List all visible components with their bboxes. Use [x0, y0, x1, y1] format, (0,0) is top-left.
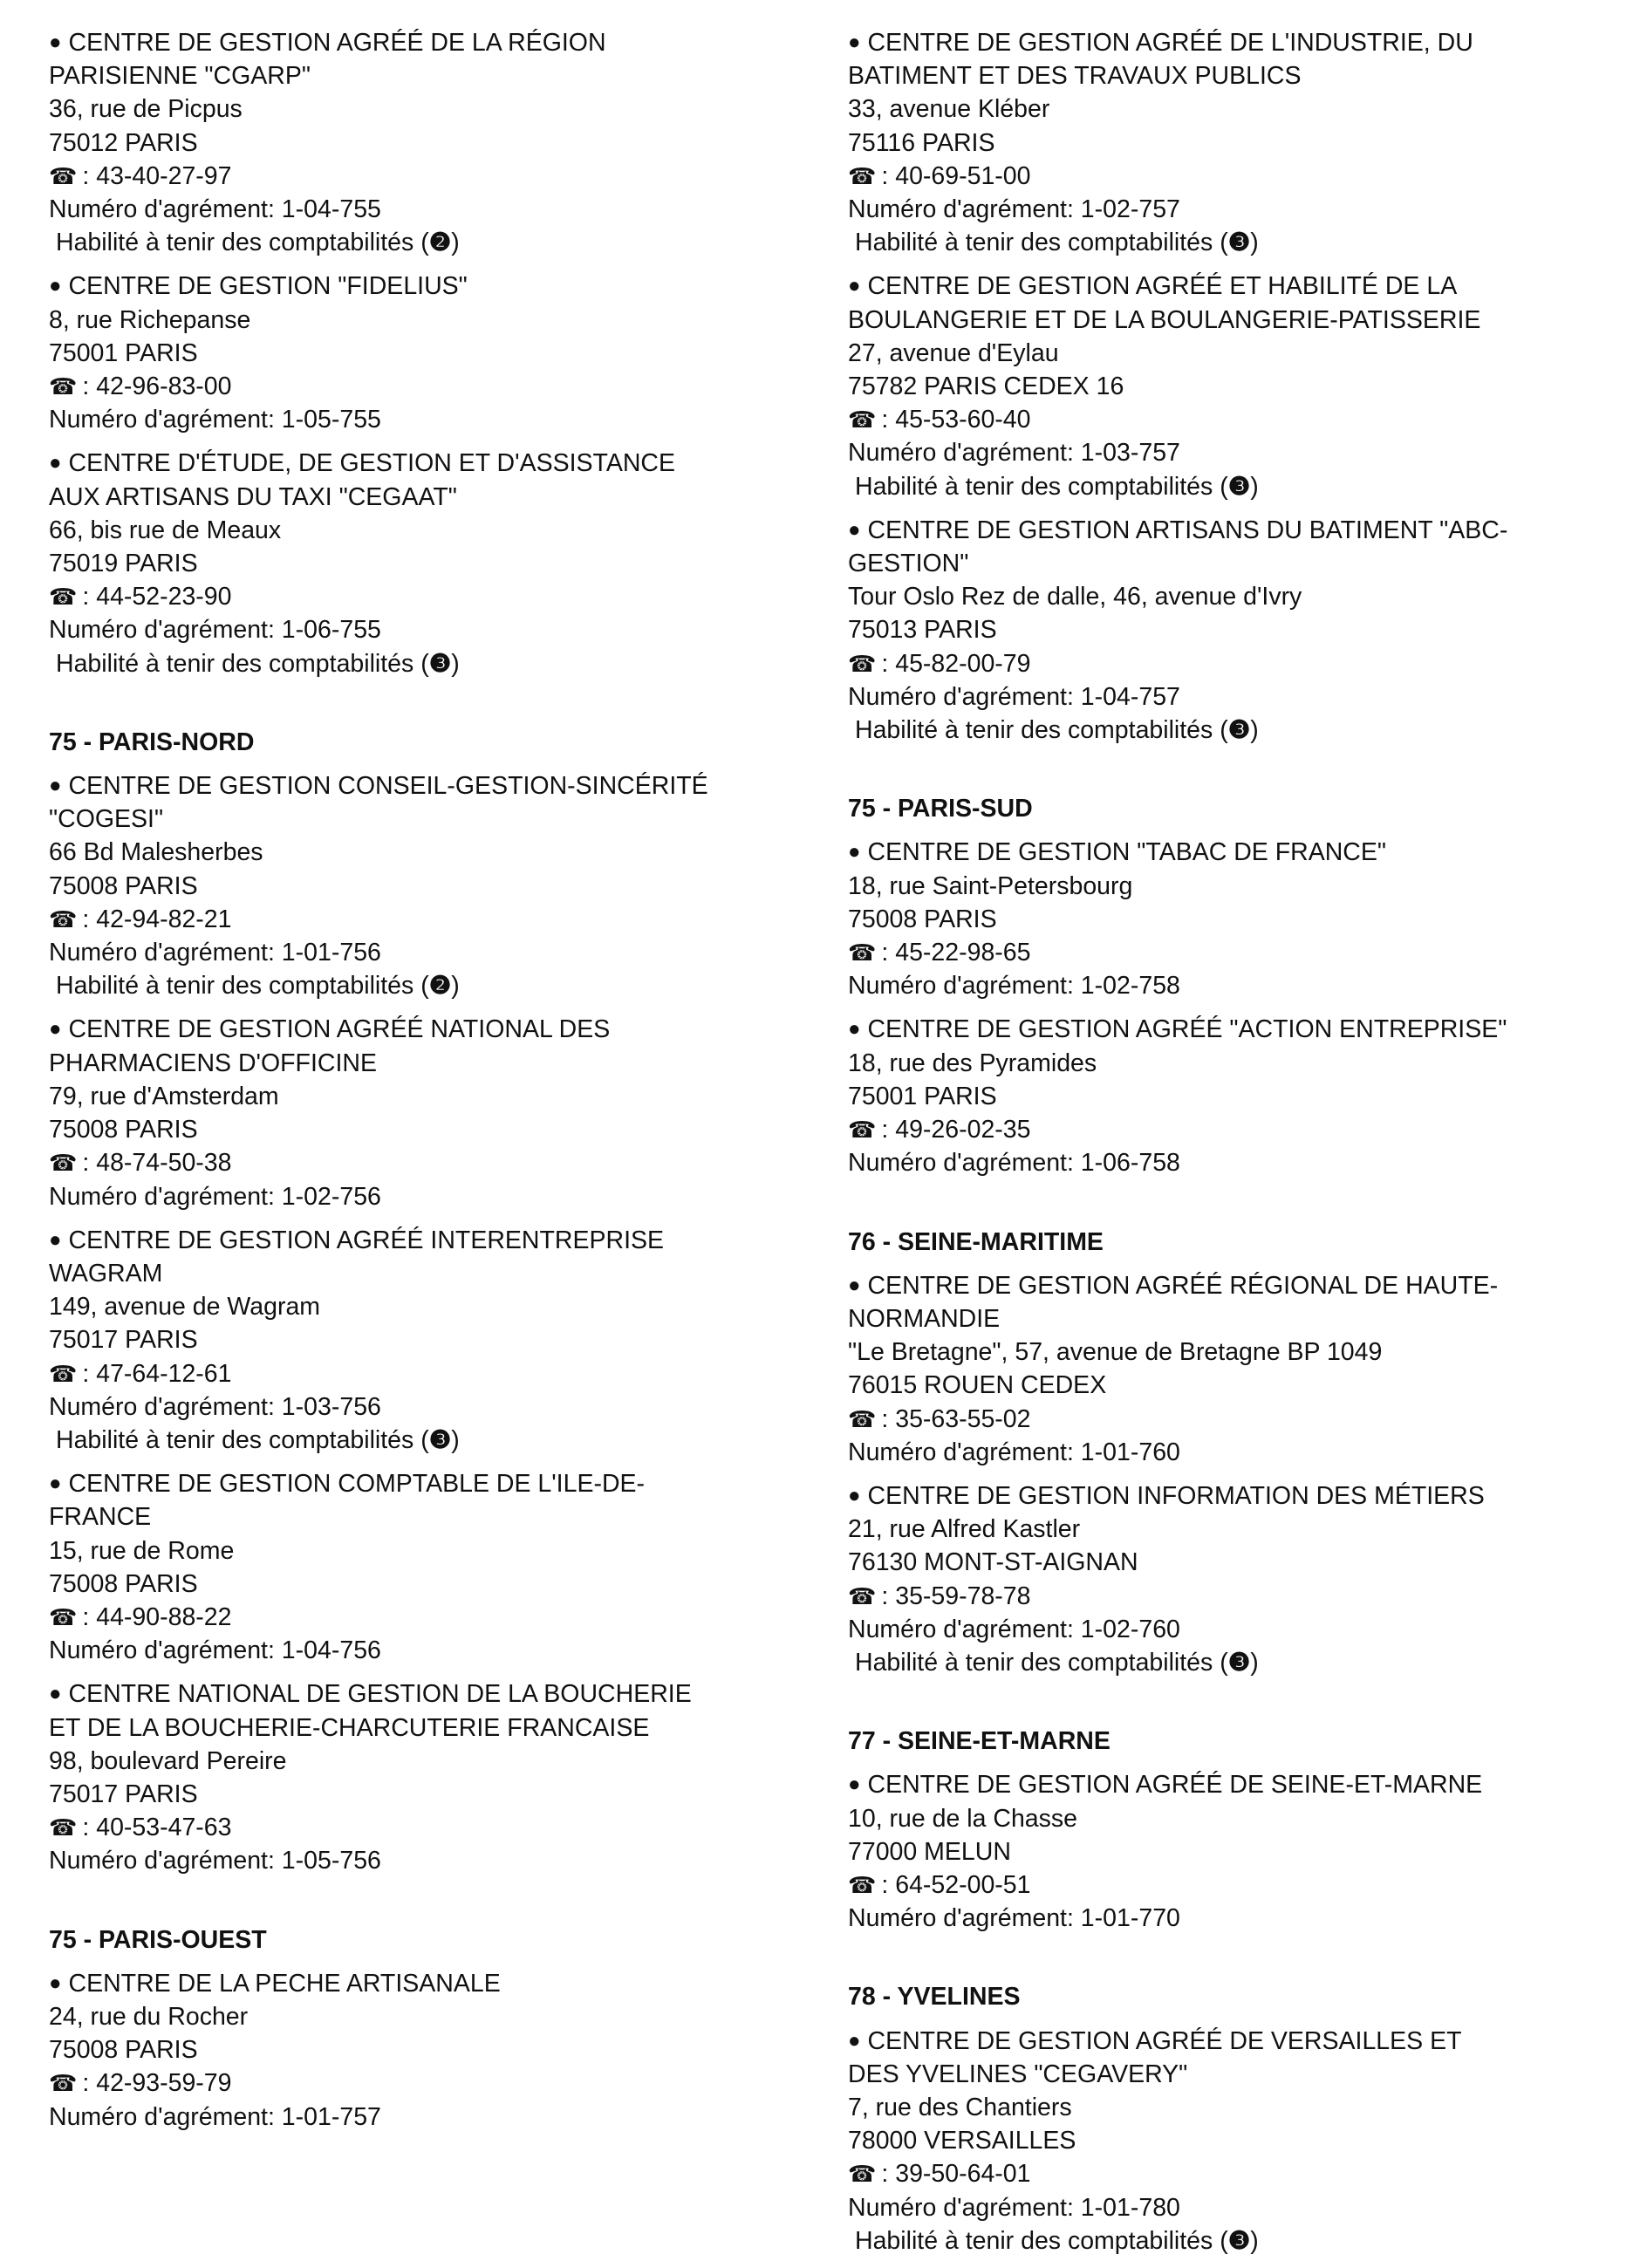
habilite-close: ) [1250, 472, 1259, 501]
entry-address-line [49, 2000, 834, 2033]
bullet-icon: ● [49, 31, 62, 54]
entry-text: 76130 MONT-ST-AIGNAN [848, 1548, 1138, 1577]
entry-text: CENTRE DE GESTION AGRÉÉ INTERENTREPRISE [68, 1226, 665, 1254]
entry-address-line [848, 2058, 1633, 2091]
phone-line [848, 936, 1633, 969]
habilite-text: Habilité à tenir des comptabilités ( [56, 972, 429, 1001]
entry-address-line [49, 1290, 834, 1323]
habilite-text: Habilité à tenir des comptabilités ( [56, 229, 429, 257]
entry-text: CENTRE DE GESTION "TABAC DE FRANCE" [867, 838, 1387, 867]
agrement-number: Numéro d'agrément: 1-03-756 [49, 1392, 381, 1421]
entry-text: NORMANDIE [848, 1304, 1001, 1333]
entry-name-line [49, 1677, 834, 1711]
entry-name-line [49, 270, 834, 303]
entry-address-line [49, 1534, 834, 1568]
entry-text: 79, rue d'Amsterdam [49, 1082, 279, 1110]
agrement-number: Numéro d'agrément: 1-01-757 [49, 2102, 381, 2131]
entry-address-line [49, 547, 834, 580]
telephone-icon: ☎ [848, 1117, 877, 1144]
entry-name-line [49, 1013, 834, 1046]
entry-text: CENTRE DE GESTION AGRÉÉ DE L'INDUSTRIE, DU [867, 29, 1473, 57]
entry-address-line [848, 1369, 1633, 1402]
entry-text: 75008 PARIS [49, 871, 198, 900]
habilite-close: ) [1250, 716, 1259, 745]
bullet-icon: ● [848, 517, 861, 542]
entry-name-line [848, 514, 1633, 547]
directory-entry [848, 514, 1633, 747]
habilite-close: ) [451, 229, 460, 257]
bullet-icon: ● [49, 1017, 62, 1042]
telephone-icon: ☎ [49, 2070, 78, 2097]
entry-address-line [848, 1513, 1633, 1546]
phone-line [49, 2066, 834, 2100]
entry-text: 75782 PARIS CEDEX 16 [848, 372, 1124, 401]
entry-address-line [49, 92, 834, 126]
agrement-number: Numéro d'agrément: 1-05-755 [49, 406, 381, 434]
entry-text: 27, avenue d'Eylau [848, 338, 1059, 367]
entry-name-line [848, 1013, 1633, 1046]
entry-text: AUX ARTISANS DU TAXI "CEGAAT" [49, 482, 457, 511]
entry-text: WAGRAM [49, 1259, 163, 1288]
habilite-mark: ❸ [1227, 229, 1251, 257]
bullet-icon: ● [49, 451, 62, 475]
entry-text: CENTRE DE GESTION AGRÉÉ DE VERSAILLES ET [867, 2026, 1462, 2055]
entry-address-line [848, 1336, 1633, 1369]
entry-name-line [49, 769, 834, 803]
entry-address-line [848, 1802, 1633, 1835]
telephone-icon: ☎ [848, 1582, 877, 1609]
entry-address-line [848, 580, 1633, 613]
entry-address-line [848, 370, 1633, 403]
section-heading: 75 - PARIS-SUD [848, 795, 1033, 823]
habilite-note [49, 226, 834, 259]
entry-text: 24, rue du Rocher [49, 2002, 249, 2031]
entry-name-line [848, 1768, 1633, 1801]
agrement-number: Numéro d'agrément: 1-04-755 [49, 195, 381, 224]
entry-name-line [848, 26, 1633, 59]
entry-address-line [848, 1546, 1633, 1579]
entry-name-line [49, 26, 834, 59]
entry-name-line [49, 447, 834, 480]
entry-text: DES YVELINES "CEGAVERY" [848, 2060, 1188, 2088]
habilite-close: ) [451, 649, 460, 678]
entry-text: Tour Oslo Rez de dalle, 46, avenue d'Ivry [848, 583, 1302, 611]
section-heading: 75 - PARIS-NORD [49, 728, 255, 756]
entry-text: 75012 PARIS [49, 128, 198, 157]
entry-text: 33, avenue Kléber [848, 95, 1050, 124]
entry-text: CENTRE D'ÉTUDE, DE GESTION ET D'ASSISTANCE [68, 449, 676, 478]
phone-line [49, 903, 834, 936]
entry-text: "COGESI" [49, 805, 164, 834]
agrement-number: Numéro d'agrément: 1-01-760 [848, 1438, 1180, 1466]
habilite-mark: ❸ [1227, 2226, 1251, 2255]
telephone-icon: ☎ [49, 1603, 78, 1630]
habilite-text: Habilité à tenir des comptabilités ( [56, 1425, 429, 1454]
telephone-icon: ☎ [49, 373, 78, 400]
right-column [848, 26, 1633, 2268]
phone-line [49, 1146, 834, 1179]
entry-address-line [49, 514, 834, 547]
entry-address-line [848, 337, 1633, 370]
telephone-icon: ☎ [49, 1150, 78, 1177]
entry-text: 75008 PARIS [49, 1116, 198, 1144]
entry-text: CENTRE DE GESTION AGRÉÉ DE SEINE-ET-MARNE [867, 1771, 1483, 1800]
section-heading: 76 - SEINE-MARITIME [848, 1227, 1104, 1256]
phone-number: : 45-53-60-40 [881, 406, 1031, 434]
agrement-number: Numéro d'agrément: 1-06-755 [49, 616, 381, 645]
bullet-icon: ● [49, 774, 62, 798]
phone-number: : 47-64-12-61 [82, 1359, 232, 1388]
entry-address-line [848, 613, 1633, 646]
entry-text: 18, rue des Pyramides [848, 1049, 1097, 1077]
telephone-icon: ☎ [848, 162, 877, 189]
habilite-close: ) [1250, 229, 1259, 257]
entry-text: 75001 PARIS [848, 1082, 997, 1110]
entry-text: 149, avenue de Wagram [49, 1293, 321, 1322]
entry-address-line [49, 1047, 834, 1080]
entry-address-line [49, 1711, 834, 1745]
entry-text: CENTRE DE GESTION AGRÉÉ "ACTION ENTREPRISE" [867, 1015, 1507, 1044]
entry-text: CENTRE DE GESTION AGRÉÉ DE LA RÉGION [68, 29, 606, 57]
bullet-icon: ● [848, 2028, 861, 2053]
phone-line [848, 1868, 1633, 1902]
habilite-text: Habilité à tenir des comptabilités ( [855, 472, 1228, 501]
telephone-icon: ☎ [848, 1871, 877, 1898]
entry-name-line [848, 1269, 1633, 1302]
section-heading: 75 - PARIS-OUEST [49, 1925, 267, 1954]
entry-address-line [49, 1257, 834, 1290]
entry-text: 66, bis rue de Meaux [49, 516, 282, 544]
telephone-icon: ☎ [848, 1405, 877, 1432]
entry-text: 75116 PARIS [848, 128, 995, 157]
phone-number: : 49-26-02-35 [881, 1116, 1031, 1144]
entry-address-line [49, 1778, 834, 1811]
phone-number: : 45-82-00-79 [881, 649, 1031, 678]
entry-text: 10, rue de la Chasse [848, 1804, 1077, 1833]
entry-name-line [848, 2025, 1633, 2058]
entry-text: 98, boulevard Pereire [49, 1746, 287, 1775]
habilite-text: Habilité à tenir des comptabilités ( [855, 716, 1228, 745]
entry-text: 75008 PARIS [49, 2036, 198, 2065]
phone-line [848, 403, 1633, 436]
left-column [49, 26, 834, 2144]
bullet-icon: ● [49, 1472, 62, 1496]
phone-line [848, 647, 1633, 680]
telephone-icon: ☎ [49, 1814, 78, 1841]
entry-text: 78000 VERSAILLES [848, 2127, 1076, 2155]
phone-line [49, 160, 834, 193]
entry-text: GESTION" [848, 550, 969, 578]
entry-text: "Le Bretagne", 57, avenue de Bretagne BP 1049 [848, 1338, 1383, 1367]
bullet-icon: ● [848, 31, 861, 54]
phone-line [49, 1357, 834, 1390]
entry-address-line [848, 1047, 1633, 1080]
agrement-number: Numéro d'agrément: 1-02-756 [49, 1182, 381, 1211]
habilite-text: Habilité à tenir des comptabilités ( [855, 229, 1228, 257]
entry-text: 75017 PARIS [49, 1326, 198, 1355]
entry-text: CENTRE DE GESTION COMPTABLE DE L'ILE-DE- [68, 1470, 646, 1499]
habilite-note [49, 969, 834, 1002]
habilite-note [848, 2224, 1633, 2258]
agrement-number: Numéro d'agrément: 1-01-770 [848, 1904, 1180, 1933]
bullet-icon: ● [848, 1773, 861, 1797]
directory-entry [49, 1967, 834, 2134]
agrement-number: Numéro d'agrément: 1-02-760 [848, 1615, 1180, 1643]
entry-address-line [848, 92, 1633, 126]
bullet-icon: ● [49, 1682, 62, 1706]
phone-number: : 48-74-50-38 [82, 1149, 232, 1178]
directory-entry [848, 1479, 1633, 1679]
entry-address-line [848, 903, 1633, 936]
entry-text: BOULANGERIE ET DE LA BOULANGERIE-PATISSERIE [848, 305, 1481, 334]
entry-address-line [848, 59, 1633, 92]
entry-text: CENTRE DE GESTION CONSEIL-GESTION-SINCÉRITÉ [68, 772, 708, 801]
phone-line [848, 1403, 1633, 1436]
habilite-close: ) [451, 972, 460, 1001]
phone-number: : 40-69-51-00 [881, 161, 1031, 190]
habilite-note [848, 1646, 1633, 1679]
phone-number: : 40-53-47-63 [82, 1814, 232, 1842]
directory-entry [848, 1269, 1633, 1469]
agrement-number: Numéro d'agrément: 1-06-758 [848, 1149, 1180, 1178]
habilite-mark: ❸ [1227, 1648, 1251, 1677]
entry-address-line [49, 870, 834, 903]
phone-line [848, 1580, 1633, 1613]
entry-name-line [848, 270, 1633, 303]
habilite-close: ) [1250, 1648, 1259, 1677]
entry-address-line [848, 1080, 1633, 1113]
habilite-mark: ❷ [428, 229, 452, 257]
entry-text: 77000 MELUN [848, 1837, 1011, 1866]
bullet-icon: ● [49, 274, 62, 298]
entry-text: 75017 PARIS [49, 1780, 198, 1808]
habilite-mark: ❸ [1227, 716, 1251, 745]
entry-text: BATIMENT ET DES TRAVAUX PUBLICS [848, 62, 1302, 91]
entry-text: 66 Bd Malesherbes [49, 838, 263, 867]
bullet-icon: ● [848, 1273, 861, 1297]
habilite-text: Habilité à tenir des comptabilités ( [855, 2226, 1228, 2255]
entry-text: 75019 PARIS [49, 550, 198, 578]
habilite-note [848, 470, 1633, 503]
habilite-text: Habilité à tenir des comptabilités ( [56, 649, 429, 678]
phone-line [49, 370, 834, 403]
telephone-icon: ☎ [848, 406, 877, 434]
directory-entry [49, 1467, 834, 1667]
entry-text: 75008 PARIS [49, 1569, 198, 1598]
phone-line [49, 1601, 834, 1634]
bullet-icon: ● [848, 1483, 861, 1507]
entry-text: 21, rue Alfred Kastler [848, 1515, 1081, 1544]
agrement-number: Numéro d'agrément: 1-05-756 [49, 1847, 381, 1875]
phone-number: : 45-22-98-65 [881, 939, 1031, 967]
entry-text: 75001 PARIS [49, 338, 198, 367]
phone-number: : 35-59-78-78 [881, 1581, 1031, 1610]
bullet-icon: ● [49, 1227, 62, 1252]
phone-line [49, 580, 834, 613]
agrement-number: Numéro d'agrément: 1-02-758 [848, 972, 1180, 1001]
agrement-number: Numéro d'agrément: 1-01-780 [848, 2193, 1180, 2222]
entry-text: 76015 ROUEN CEDEX [848, 1371, 1107, 1400]
phone-number: : 44-52-23-90 [82, 583, 232, 611]
entry-name-line [848, 1479, 1633, 1513]
phone-line [848, 2157, 1633, 2190]
agrement-number: Numéro d'agrément: 1-04-757 [848, 682, 1180, 711]
bullet-icon: ● [848, 840, 861, 864]
habilite-close: ) [1250, 2226, 1259, 2255]
directory-entry [848, 836, 1633, 1002]
habilite-mark: ❸ [428, 1425, 452, 1454]
phone-line [848, 160, 1633, 193]
entry-text: 8, rue Richepanse [49, 305, 251, 334]
telephone-icon: ☎ [49, 1360, 78, 1387]
entry-text: 75008 PARIS [848, 905, 997, 933]
entry-address-line [49, 126, 834, 160]
entry-address-line [848, 1302, 1633, 1336]
entry-address-line [848, 126, 1633, 160]
entry-text: CENTRE DE GESTION ARTISANS DU BATIMENT "ABC- [867, 516, 1508, 544]
phone-number: : 44-90-88-22 [82, 1602, 232, 1631]
phone-number: : 42-94-82-21 [82, 905, 232, 933]
telephone-icon: ☎ [49, 162, 78, 189]
entry-name-line [49, 1467, 834, 1500]
entry-text: PARISIENNE "CGARP" [49, 62, 311, 91]
entry-address-line [49, 1745, 834, 1778]
bullet-icon: ● [49, 1971, 62, 1995]
bullet-icon: ● [848, 1017, 861, 1042]
phone-number: : 43-40-27-97 [82, 161, 232, 190]
directory-entry [49, 769, 834, 1002]
entry-address-line [848, 547, 1633, 580]
entry-address-line [848, 304, 1633, 337]
entry-text: CENTRE DE GESTION AGRÉÉ NATIONAL DES [68, 1015, 611, 1044]
habilite-mark: ❸ [428, 649, 452, 678]
directory-entry [49, 1224, 834, 1457]
directory-entry [848, 2025, 1633, 2258]
entry-text: FRANCE [49, 1503, 152, 1532]
directory-entry [848, 1013, 1633, 1179]
entry-text: 36, rue de Picpus [49, 95, 243, 124]
section-heading: 78 - YVELINES [848, 1983, 1021, 2012]
entry-address-line [848, 1835, 1633, 1868]
entry-text: ET DE LA BOUCHERIE-CHARCUTERIE FRANCAISE [49, 1713, 650, 1742]
entry-address-line [49, 1500, 834, 1534]
telephone-icon: ☎ [49, 584, 78, 611]
entry-address-line [49, 803, 834, 836]
entry-address-line [848, 2124, 1633, 2157]
entry-text: CENTRE DE GESTION AGRÉÉ ET HABILITÉ DE LA [867, 272, 1458, 301]
entry-name-line [848, 836, 1633, 869]
phone-line [49, 1811, 834, 1844]
agrement-number: Numéro d'agrément: 1-02-757 [848, 195, 1180, 224]
entry-address-line [49, 2033, 834, 2066]
agrement-number: Numéro d'agrément: 1-03-757 [848, 439, 1180, 468]
phone-number: : 64-52-00-51 [881, 1870, 1031, 1899]
entry-name-line [49, 1967, 834, 2000]
phone-line [848, 1113, 1633, 1146]
telephone-icon: ☎ [848, 2161, 877, 2188]
habilite-mark: ❷ [428, 972, 452, 1001]
directory-entry [49, 26, 834, 259]
habilite-text: Habilité à tenir des comptabilités ( [855, 1648, 1228, 1677]
directory-entry [49, 270, 834, 436]
entry-text: CENTRE DE GESTION "FIDELIUS" [68, 272, 468, 301]
phone-number: : 35-63-55-02 [881, 1404, 1031, 1433]
directory-entry [49, 1013, 834, 1213]
entry-text: CENTRE NATIONAL DE GESTION DE LA BOUCHERIE [68, 1680, 692, 1709]
entry-address-line [49, 1323, 834, 1356]
entry-text: PHARMACIENS D'OFFICINE [49, 1049, 377, 1077]
directory-entry [848, 270, 1633, 502]
phone-number: : 42-93-59-79 [82, 2069, 232, 2098]
entry-text: 15, rue de Rome [49, 1536, 235, 1565]
entry-address-line [49, 1113, 834, 1146]
agrement-number: Numéro d'agrément: 1-01-756 [49, 939, 381, 967]
entry-text: 75013 PARIS [848, 616, 997, 645]
entry-address-line [49, 481, 834, 514]
habilite-note [49, 1424, 834, 1457]
directory-entry [848, 1768, 1633, 1935]
entry-text: 7, rue des Chantiers [848, 2093, 1072, 2121]
entry-text: 18, rue Saint-Petersbourg [848, 871, 1133, 900]
habilite-note [49, 647, 834, 680]
entry-text: CENTRE DE GESTION AGRÉÉ RÉGIONAL DE HAUTE- [867, 1271, 1499, 1300]
directory-entry [49, 447, 834, 680]
phone-number: : 39-50-64-01 [881, 2160, 1031, 2189]
telephone-icon: ☎ [49, 905, 78, 932]
agrement-number: Numéro d'agrément: 1-04-756 [49, 1636, 381, 1665]
entry-name-line [49, 1224, 834, 1257]
habilite-mark: ❸ [1227, 472, 1251, 501]
entry-address-line [848, 870, 1633, 903]
habilite-note [848, 226, 1633, 259]
directory-entry [49, 1677, 834, 1877]
habilite-close: ) [451, 1425, 460, 1454]
bullet-icon: ● [848, 274, 861, 298]
entry-address-line [49, 304, 834, 337]
entry-text: CENTRE DE GESTION INFORMATION DES MÉTIERS [867, 1481, 1485, 1510]
telephone-icon: ☎ [848, 650, 877, 677]
telephone-icon: ☎ [848, 939, 877, 967]
entry-address-line [49, 337, 834, 370]
phone-number: : 42-96-83-00 [82, 372, 232, 401]
directory-entry [848, 26, 1633, 259]
habilite-note [848, 714, 1633, 747]
entry-address-line [49, 59, 834, 92]
entry-text: CENTRE DE LA PECHE ARTISANALE [68, 1969, 501, 1998]
section-heading: 77 - SEINE-ET-MARNE [848, 1727, 1111, 1756]
entry-address-line [848, 2091, 1633, 2124]
entry-address-line [49, 1568, 834, 1601]
entry-address-line [49, 1080, 834, 1113]
entry-address-line [49, 836, 834, 869]
